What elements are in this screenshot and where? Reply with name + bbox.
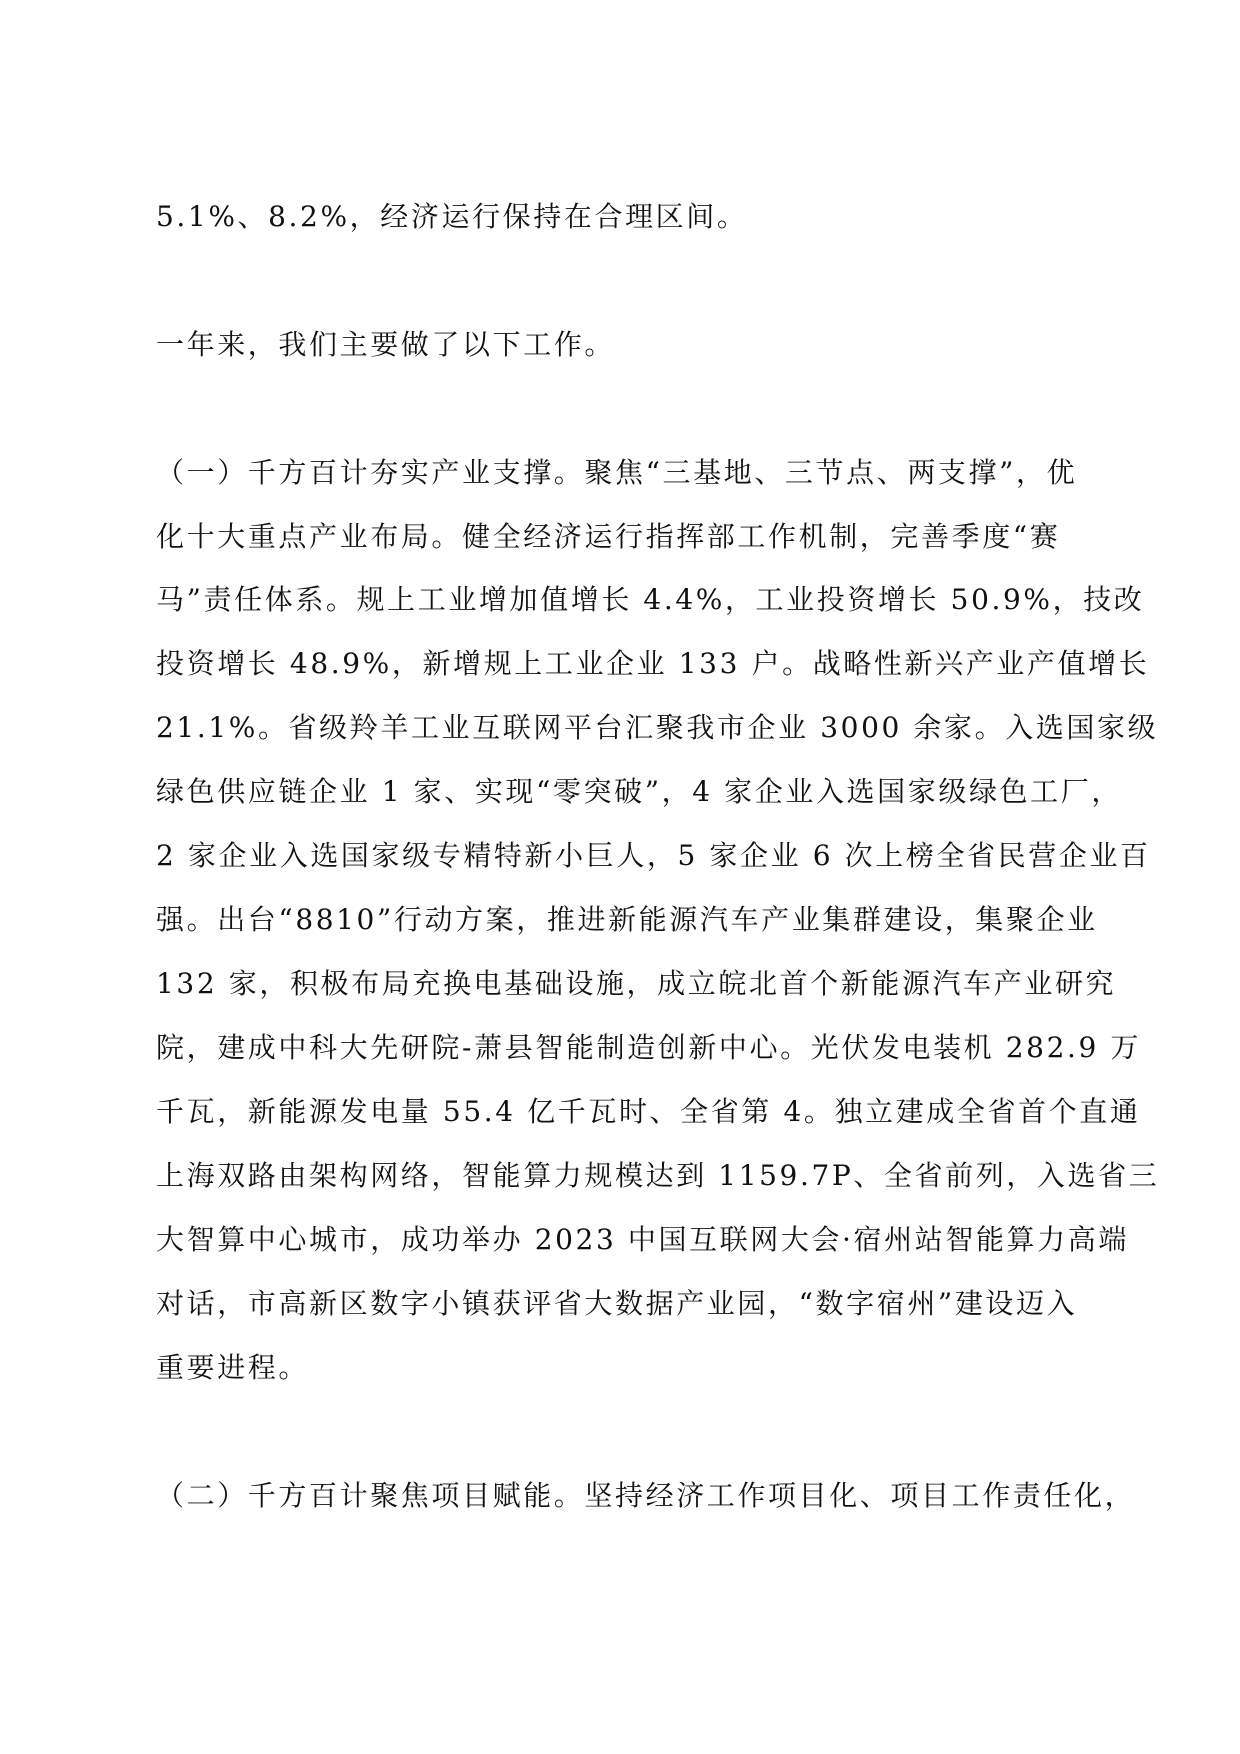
section-1-text-line: 院，建成中科大先研院-萧县智能制造创新中心。光伏发电装机 282.9 万 <box>156 1031 1142 1064</box>
section-1-text-line: 化十大重点产业布局。健全经济运行指挥部工作机制，完善季度“赛 <box>156 520 1061 553</box>
section-1-text-line: 21.1%。省级羚羊工业互联网平台汇聚我市企业 3000 余家。入选国家级 <box>156 711 1159 744</box>
text-line-continuation: 5.1%、8.2%，经济运行保持在合理区间。 <box>156 200 748 233</box>
section-1-text-line: 绿色供应链企业 1 家、实现“零突破”，4 家企业入选国家级绿色工厂， <box>156 775 1122 808</box>
section-1-text-line: 大智算中心城市，成功举办 2023 中国互联网大会·宿州站智能算力高端 <box>156 1223 1129 1256</box>
text-line-intro: 一年来，我们主要做了以下工作。 <box>156 328 616 361</box>
section-1-text-line: 对话，市高新区数字小镇获评省大数据产业园，“数字宿州”建设迈入 <box>156 1287 1078 1320</box>
section-1-heading-line: （一）千方百计夯实产业支撑。聚焦“三基地、三节点、两支撑”，优 <box>156 456 1078 489</box>
section-1-text-line: 千瓦，新能源发电量 55.4 亿千瓦时、全省第 4。独立建成全省首个直通 <box>156 1095 1141 1128</box>
section-1-text-line: 132 家，积极布局充换电基础设施，成立皖北首个新能源汽车产业研究 <box>156 967 1117 1000</box>
section-1-text-line: 马”责任体系。规上工业增加值增长 4.4%，工业投资增长 50.9%，技改 <box>156 583 1145 616</box>
section-1-text-line: 投资增长 48.9%，新增规上工业企业 133 户。战略性新兴产业产值增长 <box>156 647 1150 680</box>
section-1-text-line: 重要进程。 <box>156 1351 310 1384</box>
section-1-text-line: 2 家企业入选国家级专精特新小巨人，5 家企业 6 次上榜全省民营企业百 <box>156 839 1151 872</box>
section-1-text-line: 强。出台“8810”行动方案，推进新能源汽车产业集群建设，集聚企业 <box>156 903 1098 936</box>
section-1-text-line: 上海双路由架构网络，智能算力规模达到 1159.7P、全省前列，入选省三 <box>156 1159 1160 1192</box>
section-2-heading-line: （二）千方百计聚焦项目赋能。坚持经济工作项目化、项目工作责任化， <box>156 1479 1136 1512</box>
